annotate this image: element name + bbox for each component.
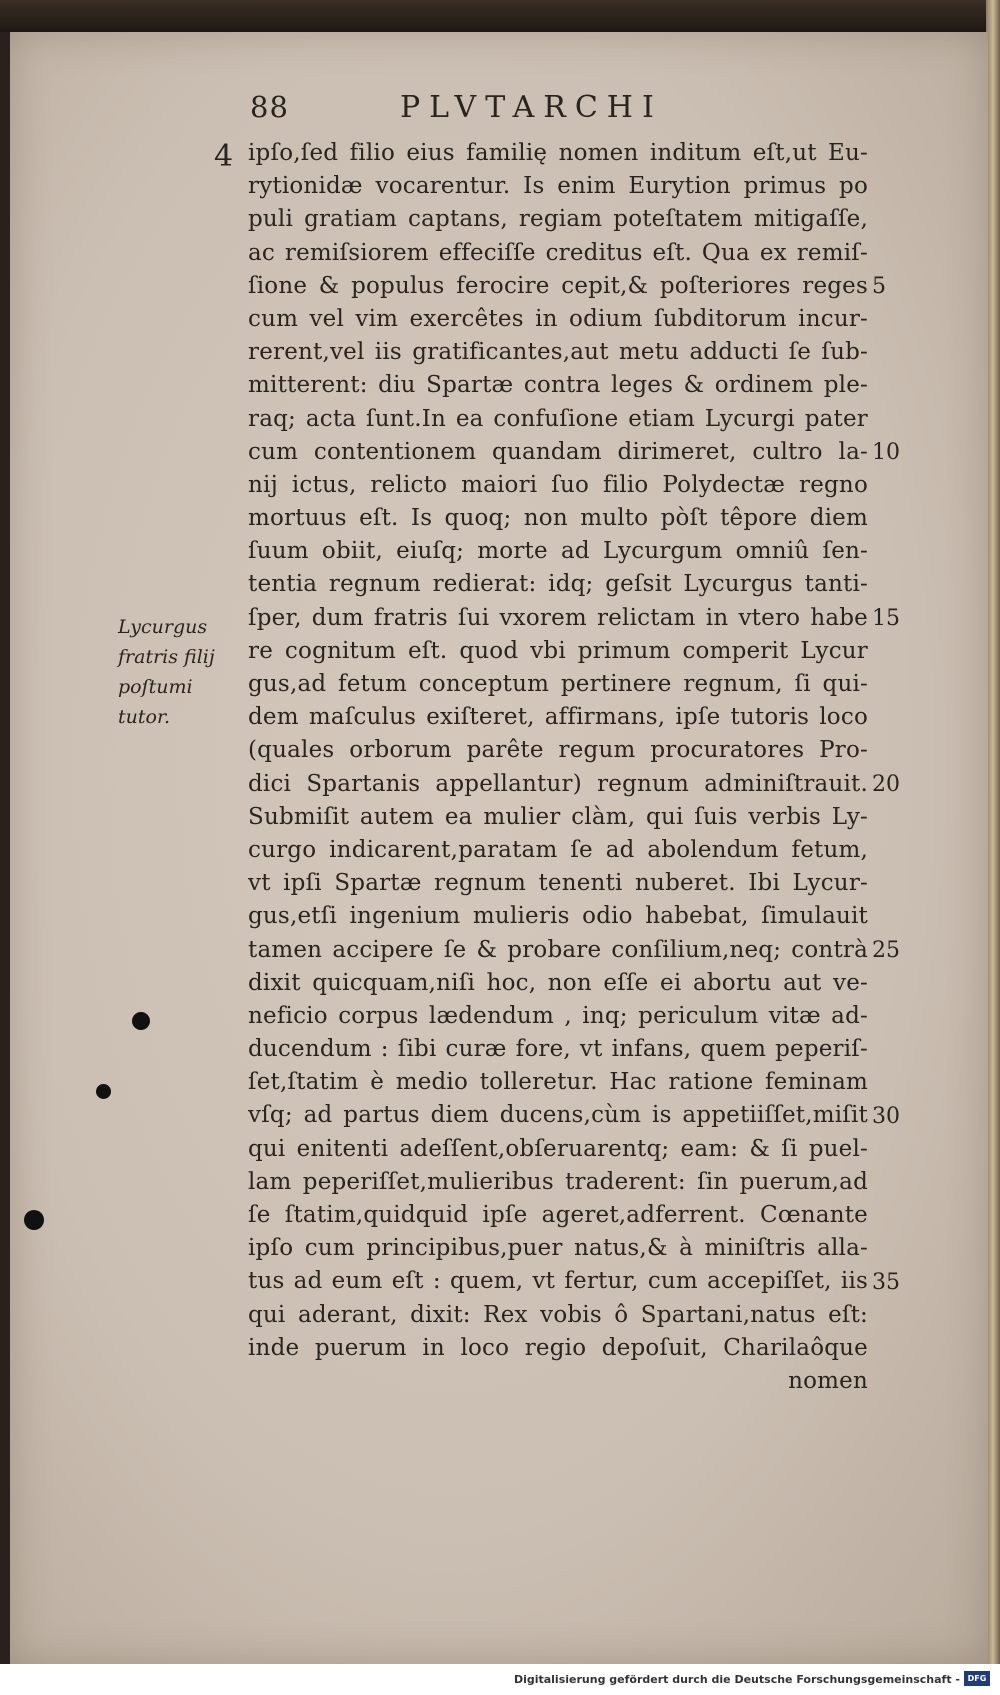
page-number: 88 — [250, 90, 289, 124]
text-line: nomen — [788, 1367, 868, 1394]
text-line: ſet,ſtatim è medio tolleretur. Hac ratione feminam — [248, 1069, 868, 1096]
text-line: dici Spartanis appellantur) regnum adminiſtrauit. — [248, 770, 868, 797]
line-number: 15 — [872, 605, 900, 631]
line-number: 35 — [872, 1269, 900, 1295]
marginal-note-line: Lycurgus — [118, 616, 208, 638]
text-line: qui aderant, dixit: Rex vobis ô Spartani,natus eſt: — [248, 1301, 868, 1328]
line-number: 5 — [872, 273, 886, 299]
text-line: neficio corpus lædendum , inq; periculum vitæ ad- — [248, 1002, 868, 1029]
body-text — [248, 137, 868, 1398]
text-line: dem maſculus exiſteret, affirmans, ipſe tutoris loco — [248, 704, 868, 731]
text-line: raq; acta ſunt.In ea confuſione etiam Lycurgi pater — [248, 405, 868, 432]
text-line: dixit quicquam,niſi hoc, non eſſe ei abortu aut ve- — [248, 969, 868, 996]
book-page — [10, 32, 988, 1664]
text-line: vſq; ad partus diem ducens,cùm is appetiiſſet,miſit — [248, 1102, 868, 1129]
text-line: tamen accipere ſe & probare conſilium,neq; contrà — [248, 936, 868, 963]
line-number: 25 — [872, 937, 900, 963]
text-line: vt ipſi Spartæ regnum tenenti nuberet. Ibi Lycur- — [248, 870, 868, 897]
text-line: ſione & populus ferocire cepit,& poſteriores reges — [248, 272, 868, 299]
ink-spot — [132, 1012, 150, 1030]
text-line: cum contentionem quandam dirimeret, cultro la- — [248, 438, 868, 465]
text-line: puli gratiam captans, regiam poteſtatem mitigaſſe, — [248, 206, 868, 233]
text-line: (quales orborum parête regum procuratores Pro- — [248, 737, 868, 764]
text-line: gus,ad fetum conceptum pertinere regnum, ſi qui- — [248, 671, 868, 697]
line-number: 30 — [872, 1103, 900, 1129]
text-line: ſe ſtatim,quidquid ipſe ageret,adferrent. Cœnante — [248, 1202, 868, 1228]
text-line: mortuus eſt. Is quoq; non multo pòſt têpore diem — [248, 505, 868, 532]
text-line: lam peperiſſet,mulieribus traderent: ſin puerum,ad — [248, 1168, 868, 1195]
text-line: ipſo cum principibus,puer natus,& à miniſtris alla- — [248, 1235, 868, 1262]
text-line: ſper, dum fratris ſui vxorem relictam in vtero habe — [248, 604, 868, 631]
text-line: ipſo,ſed filio eius familię nomen inditum eſt,ut Eu- — [248, 140, 868, 166]
text-line: tentia regnum redierat: idq; geſsit Lycurgus tanti- — [248, 571, 868, 598]
text-line: ducendum : ſibi curæ fore, vt infans, quem peperiſ- — [248, 1036, 868, 1063]
text-line: qui enitenti adeſſent,obſeruarentq; eam: & ſi puel- — [248, 1135, 868, 1162]
book-edge — [986, 0, 1000, 1695]
text-line: Submiſit autem ea mulier clàm, qui ſuis verbis Ly- — [248, 803, 868, 830]
text-line: tus ad eum eſt : quem, vt fertur, cum accepiſſet, iis — [248, 1268, 868, 1295]
line-number: 20 — [872, 771, 900, 797]
text-line: gus,etſi ingenium mulieris odio habebat, ſimulauit — [248, 903, 868, 930]
footer-bar — [0, 1664, 1000, 1695]
text-line: ſuum obiit, eiuſq; morte ad Lycurgum omniû ſen- — [248, 538, 868, 565]
running-head: PLVTARCHI — [400, 90, 663, 125]
text-line: curgo indicarent,paratam ſe ad abolendum fetum, — [248, 836, 868, 863]
text-line: re cognitum eſt. quod vbi primum comperit Lycur — [248, 637, 868, 664]
scan-background-top — [0, 0, 1000, 32]
ink-spot — [24, 1210, 44, 1230]
text-line: rytionidæ vocarentur. Is enim Eurytion primus po — [248, 173, 868, 200]
text-line: cum vel vim exercêtes in odium ſubditorum incur- — [248, 305, 868, 332]
text-line: nij ictus, relicto maiori ſuo filio Polydectæ regno — [248, 471, 868, 498]
marginal-note — [118, 612, 238, 732]
ink-spot — [96, 1084, 111, 1099]
marginal-note-line: poſtumi — [118, 676, 193, 698]
line-number: 10 — [872, 439, 900, 465]
page-header — [10, 90, 988, 140]
dfg-logo: DFG — [964, 1671, 990, 1686]
text-line: ac remiſsiorem effeciſſe creditus eſt. Qua ex remiſ- — [248, 239, 868, 266]
marginal-note-line: tutor. — [118, 706, 170, 728]
text-line: rerent,vel iis gratificantes,aut metu adducti ſe ſub- — [248, 339, 868, 366]
text-line: inde puerum in loco regio depoſuit, Charilaôque — [248, 1334, 868, 1361]
marginal-note-line: fratris filij — [118, 646, 215, 668]
text-line: mitterent: diu Spartæ contra leges & ordinem ple- — [248, 372, 868, 399]
funding-credit: Digitalisierung gefördert durch die Deutsche Forschungsgemeinschaft - — [513, 1673, 960, 1686]
section-marker: 4 — [214, 139, 234, 174]
